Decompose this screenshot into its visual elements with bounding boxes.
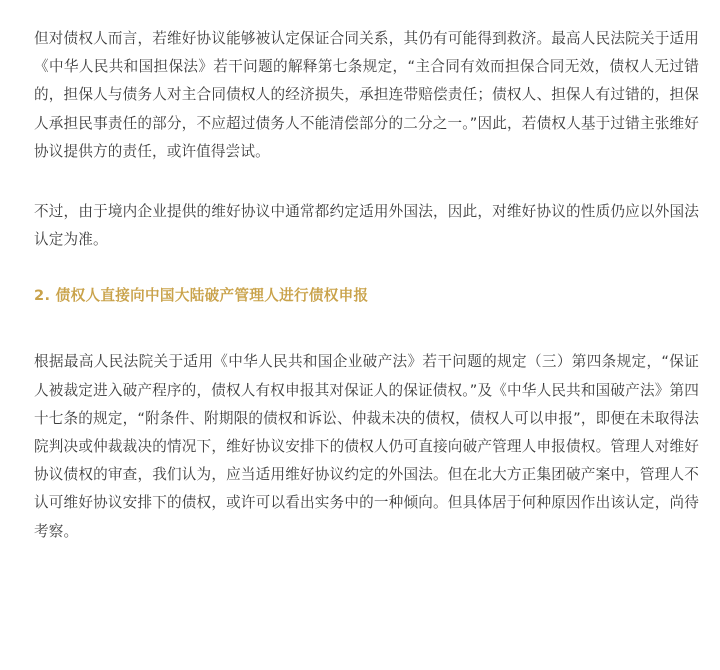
article-body: [34, 25, 699, 546]
paragraph-foreign-law: 不过，由于境内企业提供的维好协议中通常都约定适用外国法，因此，对维好协议的性质仍应以外国法认定为准。: [34, 203, 699, 249]
paragraph-creditor-remedy: 但对债权人而言，若维好协议能够被认定保证合同关系，其仍有可能得到救济。最高人民法院关于适用《中华人民共和国担保法》若干问题的解释第七条规定，“主合同有效而担保合同无效，债权人无过错的，担保人与债务人对主合同债权人的经济损失，承担连带赔偿责任；债权人、担保人有过错的，担保人承担民事责任的部分，不应超过债务人不能清偿部分的二分之一。”因此，若债权人基于过错主张维好协议提供方的责任，或许值得尝试。: [34, 30, 699, 160]
paragraph-spacer: [34, 310, 699, 348]
paragraph-bankruptcy-claim: 根据最高人民法院关于适用《中华人民共和国企业破产法》若干问题的规定（三）第四条规定，“保证人被裁定进入破产程序的，债权人有权申报其对保证人的保证债权。”及《中华人民共和国破产法》第四十七条的规定，“附条件、附期限的债权和诉讼、仲裁未决的债权，债权人可以申报”，即便在未取得法院判决或仲裁裁决的情况下，维好协议安排下的债权人仍可直接向破产管理人申报债权。管理人对维好协议债权的审查，我们认为，应当适用维好协议约定的外国法。但在北大方正集团破产案中，管理人不认可维好协议安排下的债权，或许可以看出实务中的一种倾向。但具体居于何种原因作出该认定，尚待考察。: [34, 353, 699, 540]
section-heading: 2. 债权人直接向中国大陆破产管理人进行债权申报: [34, 287, 369, 305]
paragraph-spacer: [34, 166, 699, 198]
paragraph-spacer: [34, 254, 699, 282]
